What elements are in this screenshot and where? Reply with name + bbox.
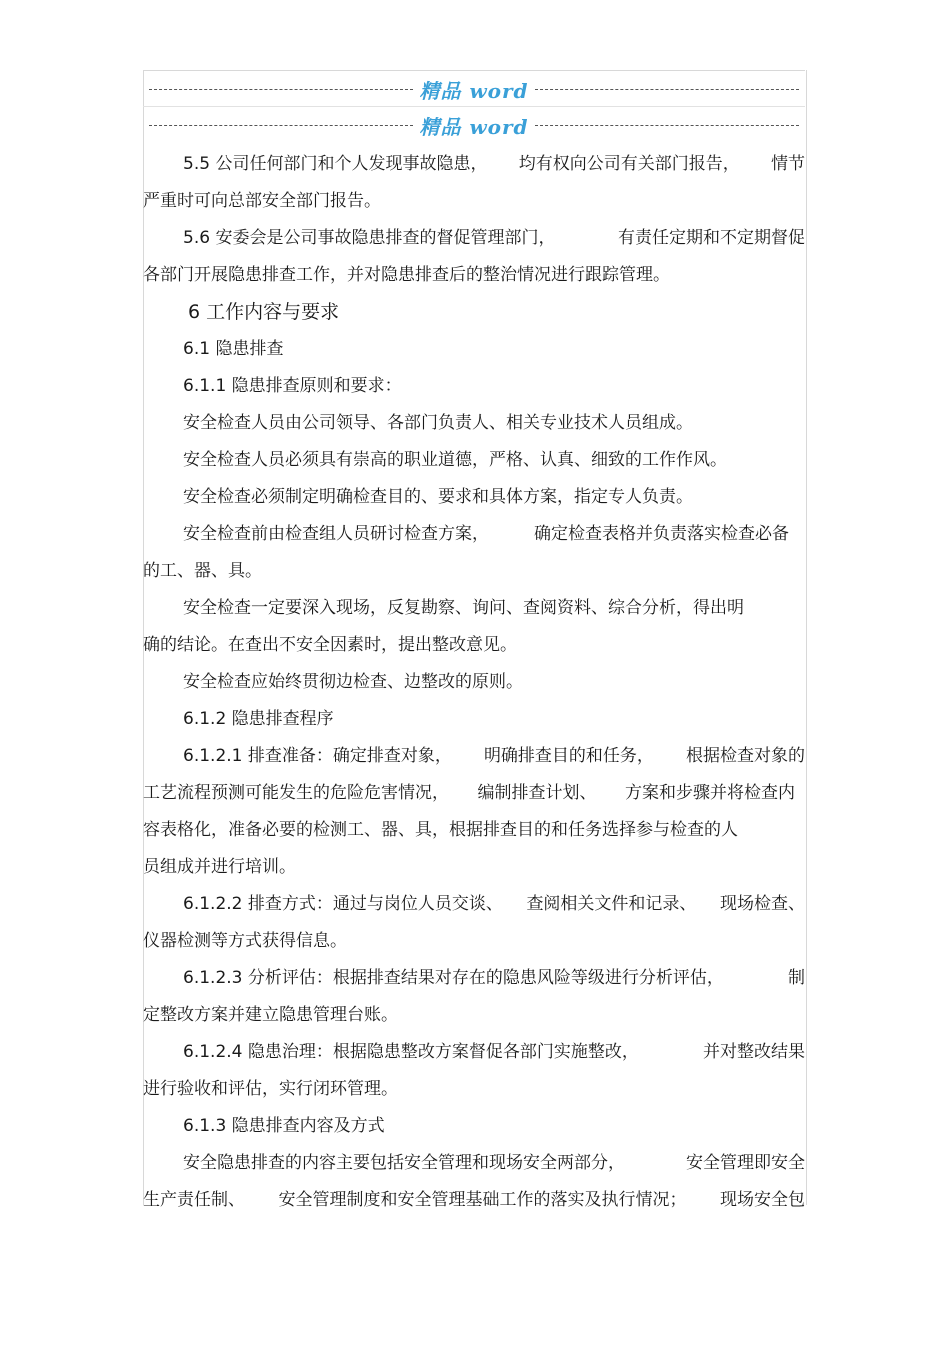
- text-segment: 安全管理即安全: [686, 1153, 805, 1173]
- text-segment: 现场安全包: [720, 1190, 805, 1210]
- text-segment: 情节: [770, 154, 805, 174]
- text-segment: 5.6 安委会是公司事故隐患排查的督促管理部门，: [183, 228, 556, 248]
- watermark-logo: 精品 word: [419, 78, 529, 103]
- text-segment: 有责任定期和不定期督促: [618, 228, 805, 248]
- text-segment: 6.1.2.1 排查准备：确定排查对象，: [183, 746, 452, 766]
- text-segment: 安全管理制度和安全管理基础工作的落实及执行情况；: [278, 1190, 687, 1210]
- paragraph-line: 安全检查必须制定明确检查目的、要求和具体方案，指定专人负责。: [183, 487, 693, 507]
- paragraph-line: 进行验收和评估，实行闭环管理。: [143, 1079, 398, 1099]
- text-segment: 编制排查计划、: [477, 783, 597, 803]
- paragraph-line: [143, 886, 805, 923]
- paragraph-line: [143, 1145, 805, 1182]
- dashed-rule-right: [535, 125, 799, 126]
- paragraph-line: [143, 960, 805, 997]
- text-segment: 查阅相关文件和记录、: [526, 894, 697, 914]
- paragraph-line: 确的结论。在查出不安全因素时，提出整改意见。: [143, 635, 517, 655]
- banner-separator: [143, 106, 805, 107]
- subsection-heading: 6.1.3 隐患排查内容及方式: [183, 1116, 385, 1136]
- paragraph-line: 定整改方案并建立隐患管理台账。: [143, 1005, 398, 1025]
- paragraph-line: 安全检查人员由公司领导、各部门负责人、相关专业技术人员组成。: [183, 413, 693, 433]
- text-segment: 方案和步骤并将检查内: [625, 783, 795, 803]
- text-segment: 6.1.2.2 排查方式：通过与岗位人员交谈、: [183, 894, 503, 914]
- paragraph-line: 安全检查应始终贯彻边检查、边整改的原则。: [183, 672, 523, 692]
- subsection-heading: 6.1.1 隐患排查原则和要求：: [183, 376, 402, 396]
- text-segment: 制: [788, 968, 805, 988]
- paragraph-line: 严重时可向总部安全部门报告。: [143, 191, 381, 211]
- text-segment: 6.1.2.4 隐患治理：根据隐患整改方案督促各部门实施整改，: [183, 1042, 639, 1062]
- text-segment: 安全隐患排查的内容主要包括安全管理和现场安全两部分，: [183, 1153, 625, 1173]
- text-segment: 6.1.2.3 分析评估：根据排查结果对存在的隐患风险等级进行分析评估，: [183, 968, 724, 988]
- subsection-heading: 6.1 隐患排查: [183, 339, 284, 359]
- dashed-rule-left: [149, 125, 413, 126]
- paragraph-line: [143, 1034, 805, 1071]
- text-segment: 并对整改结果: [703, 1042, 805, 1062]
- text-segment: 安全检查前由检查组人员研讨检查方案，: [183, 524, 489, 544]
- paragraph-line: [143, 775, 805, 812]
- paragraph-line: 容表格化，准备必要的检测工、器、具，根据排查目的和任务选择参与检查的人: [143, 820, 738, 840]
- watermark-banner-1: [143, 72, 805, 106]
- paragraph-line: [143, 146, 805, 183]
- dashed-rule-right: [535, 89, 799, 90]
- paragraph-line: [143, 1182, 805, 1219]
- text-segment: 工艺流程预测可能发生的危险危害情况，: [143, 783, 449, 803]
- paragraph-line: 安全检查一定要深入现场，反复勘察、询问、查阅资料、综合分析，得出明: [183, 598, 744, 618]
- text-segment: 生产责任制、: [143, 1190, 245, 1210]
- paragraph-line: [143, 220, 805, 257]
- paragraph-line: 安全检查人员必须具有崇高的职业道德，严格、认真、细致的工作作风。: [183, 450, 727, 470]
- paragraph-line: 员组成并进行培训。: [143, 857, 296, 877]
- watermark-logo: 精品 word: [419, 114, 529, 139]
- paragraph-line: 的工、器、具。: [143, 561, 262, 581]
- section-heading: 6 工作内容与要求: [188, 301, 340, 323]
- text-segment: 5.5 公司任何部门和个人发现事故隐患，: [183, 154, 488, 174]
- text-segment: 均有权向公司有关部门报告，: [518, 154, 740, 174]
- document-body: [143, 146, 805, 1219]
- paragraph-line: 各部门开展隐患排查工作，并对隐患排查后的整治情况进行跟踪管理。: [143, 265, 670, 285]
- text-segment: 根据检查对象的: [685, 746, 805, 766]
- text-segment: 明确排查目的和任务，: [483, 746, 654, 766]
- banner-top-rule: [143, 70, 805, 71]
- dashed-rule-left: [149, 89, 413, 90]
- paragraph-line: 仪器检测等方式获得信息。: [143, 931, 347, 951]
- subsection-heading: 6.1.2 隐患排查程序: [183, 709, 334, 729]
- text-segment: 确定检查表格并负责落实检查必备: [534, 524, 789, 544]
- paragraph-line: [143, 516, 805, 553]
- watermark-banner-2: [143, 108, 805, 142]
- paragraph-line: [143, 738, 805, 775]
- text-segment: 现场检查、: [719, 894, 805, 914]
